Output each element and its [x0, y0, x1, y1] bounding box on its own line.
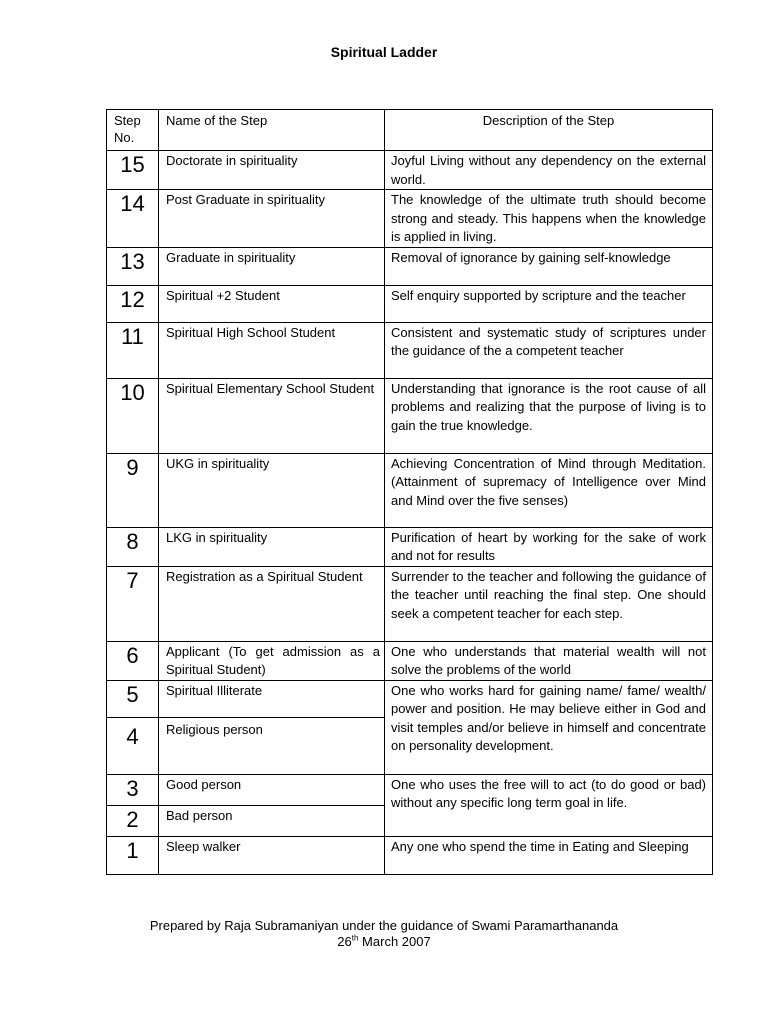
step-description: Self enquiry supported by scripture and the teacher — [385, 285, 713, 322]
prepared-by-text: Prepared by Raja Subramaniyan under the guidance of Swami Paramarthananda — [149, 918, 619, 933]
step-description: Consistent and systematic study of scriptures under the guidance of the a competent teacher — [385, 322, 713, 378]
step-description: Understanding that ignorance is the root cause of all problems and realizing that the purpose of living is to gain the true knowledge. — [385, 378, 713, 453]
step-number: 11 — [107, 322, 159, 378]
step-number: 3 — [107, 774, 159, 805]
table-row — [107, 151, 713, 190]
step-number: 15 — [107, 151, 159, 190]
footer — [0, 918, 768, 950]
table-row — [107, 190, 713, 248]
date-day: 26 — [337, 934, 352, 949]
page-title: Spiritual Ladder — [330, 44, 438, 60]
step-description: Any one who spend the time in Eating and Sleeping — [385, 836, 713, 874]
step-description: Purification of heart by working for the sake of work and not for results — [385, 527, 713, 566]
step-number: 13 — [107, 247, 159, 285]
step-number: 4 — [107, 717, 159, 774]
footer-date — [0, 934, 768, 950]
step-number: 9 — [107, 453, 159, 527]
table-row — [107, 285, 713, 322]
table-row — [107, 322, 713, 378]
step-name: Sleep walker — [159, 836, 385, 874]
step-description: One who understands that material wealth will not solve the problems of the world — [385, 641, 713, 680]
header-description: Description of the Step — [385, 110, 713, 151]
table-row — [107, 378, 713, 453]
step-number: 10 — [107, 378, 159, 453]
step-description: The knowledge of the ultimate truth should become strong and steady. This happens when the knowledge is applied in living. — [385, 190, 713, 248]
step-name: Good person — [159, 774, 385, 805]
step-number: 12 — [107, 285, 159, 322]
step-name: Registration as a Spiritual Student — [159, 566, 385, 641]
step-name: Doctorate in spirituality — [159, 151, 385, 190]
step-number: 8 — [107, 527, 159, 566]
step-description: Surrender to the teacher and following the guidance of the teacher until reaching the final step. One should seek a competent teacher for each step. — [385, 566, 713, 641]
step-name: Applicant (To get admission as a Spiritual Student) — [159, 641, 385, 680]
step-name: LKG in spirituality — [159, 527, 385, 566]
step-number: 7 — [107, 566, 159, 641]
step-description: Joyful Living without any dependency on the external world. — [385, 151, 713, 190]
table-row — [107, 527, 713, 566]
date-day-suffix: th — [351, 933, 359, 943]
spiritual-ladder-table — [106, 109, 713, 875]
step-description: Achieving Concentration of Mind through Meditation. (Attainment of supremacy of Intelligence over Mind and Mind over the five senses) — [385, 453, 713, 527]
step-name: Religious person — [159, 717, 385, 774]
table-header-row — [107, 110, 713, 151]
table-row — [107, 566, 713, 641]
table-row — [107, 247, 713, 285]
step-name: Post Graduate in spirituality — [159, 190, 385, 248]
step-name: Spiritual +2 Student — [159, 285, 385, 322]
table-row — [107, 774, 713, 805]
step-name: Spiritual Elementary School Student — [159, 378, 385, 453]
step-description: One who works hard for gaining name/ fame/ wealth/ power and position. He may believe either in God and visit temples and/or believe in himself and concentrate on personality development. — [385, 680, 713, 774]
table-row — [107, 453, 713, 527]
step-description: Removal of ignorance by gaining self-knowledge — [385, 247, 713, 285]
step-name: Bad person — [159, 805, 385, 836]
table-row — [107, 836, 713, 874]
date-month-year: March 2007 — [358, 934, 431, 949]
step-name: Graduate in spirituality — [159, 247, 385, 285]
table-row — [107, 680, 713, 717]
step-name: UKG in spirituality — [159, 453, 385, 527]
step-number: 2 — [107, 805, 159, 836]
step-number: 14 — [107, 190, 159, 248]
table-row — [107, 641, 713, 680]
step-number: 1 — [107, 836, 159, 874]
step-description: One who uses the free will to act (to do good or bad) without any specific long term goal in life. — [385, 774, 713, 836]
header-name: Name of the Step — [159, 110, 385, 151]
step-name: Spiritual Illiterate — [159, 680, 385, 717]
step-number: 5 — [107, 680, 159, 717]
step-name: Spiritual High School Student — [159, 322, 385, 378]
header-step-no: Step No. — [107, 110, 159, 151]
step-number: 6 — [107, 641, 159, 680]
